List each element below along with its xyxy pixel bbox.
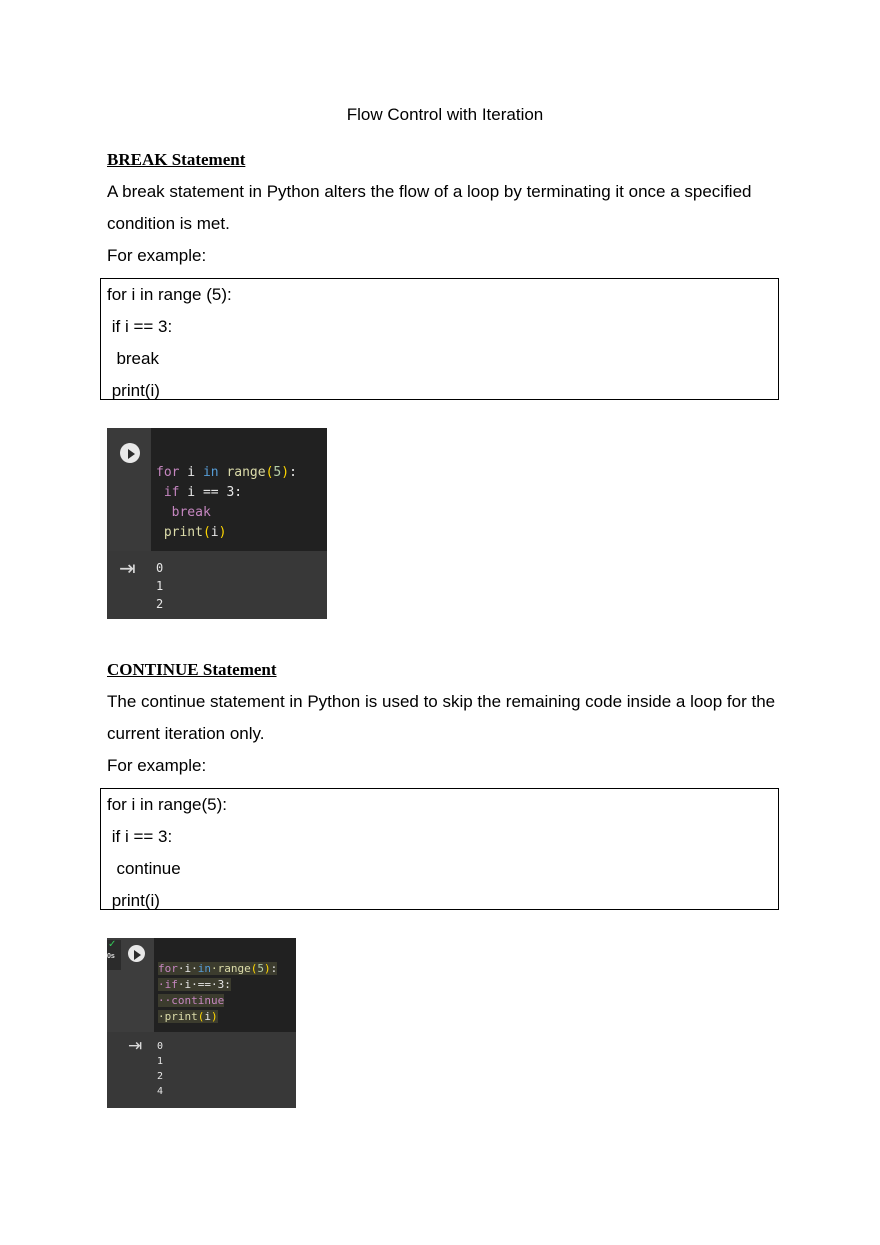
code-token: ) — [218, 525, 227, 540]
code-token: i — [179, 465, 203, 480]
code-token: in — [197, 962, 211, 975]
code-token: if — [156, 485, 180, 500]
break-screenshot — [107, 428, 327, 619]
execution-time: 0s — [107, 953, 115, 960]
continue-screenshot — [107, 938, 296, 1108]
output-line: 0 — [156, 561, 164, 575]
break-description-line2: condition is met. — [107, 214, 230, 233]
output-line: 2 — [157, 1071, 164, 1082]
break-heading: BREAK Statement — [107, 150, 246, 169]
code-line: print(i) — [107, 891, 160, 910]
code-line: if i == 3: — [107, 827, 173, 846]
cell-output — [156, 559, 163, 613]
code-token: i — [204, 1010, 211, 1023]
code-token: 5 — [257, 962, 264, 975]
code-token: : — [270, 962, 278, 975]
output-icon[interactable]: ⇥ — [119, 558, 136, 580]
code-token: ·if — [158, 978, 178, 991]
break-code-box — [100, 278, 779, 400]
output-line: 1 — [157, 1056, 164, 1067]
code-line: for i in range (5): — [107, 285, 232, 304]
code-token: ·range — [211, 962, 251, 975]
run-cell-icon[interactable] — [128, 945, 145, 962]
code-line: if i == 3: — [107, 317, 173, 336]
code-token: for — [156, 465, 180, 480]
code-token: ·i· — [177, 962, 198, 975]
cell-output — [157, 1039, 163, 1099]
output-icon[interactable]: ⇥ — [128, 1036, 143, 1055]
run-cell-icon[interactable] — [120, 443, 140, 463]
code-token: ) — [264, 962, 271, 975]
continue-example-label: For example: — [107, 756, 207, 775]
code-token: i — [210, 525, 219, 540]
code-token: in — [202, 465, 219, 480]
code-line: print(i) — [107, 381, 160, 400]
code-line: continue — [107, 859, 181, 878]
continue-code-box — [100, 788, 779, 910]
success-check-icon: ✓ — [108, 939, 117, 950]
code-token: ( — [197, 1010, 205, 1023]
output-line: 0 — [157, 1041, 164, 1052]
code-token: for — [158, 962, 178, 975]
output-line: 4 — [157, 1086, 164, 1097]
code-token: ( — [202, 525, 211, 540]
code-token: range — [218, 465, 266, 480]
code-token: 5 — [273, 465, 282, 480]
code-token: i == 3: — [179, 485, 243, 500]
code-token: ·i·==·3: — [177, 978, 231, 991]
output-area — [107, 551, 327, 619]
code-token: ) — [281, 465, 290, 480]
code-token: ·print — [158, 1010, 198, 1023]
cell-code — [156, 443, 297, 543]
continue-description-line1: The continue statement in Python is used to skip the remaining code inside a loop for the — [107, 692, 776, 711]
code-token: ) — [211, 1010, 218, 1023]
code-token: : — [289, 465, 297, 480]
code-token: break — [156, 505, 211, 520]
code-token: ( — [265, 465, 274, 480]
page-title: Flow Control with Iteration — [346, 105, 544, 124]
code-token: ··continue — [158, 994, 225, 1007]
output-line: 2 — [156, 597, 164, 611]
code-token: ( — [250, 962, 258, 975]
continue-description-line2: current iteration only. — [107, 724, 265, 743]
code-token: print — [156, 525, 203, 540]
code-line: break — [107, 349, 159, 368]
break-description-line1: A break statement in Python alters the flow of a loop by terminating it once a specified — [107, 182, 752, 201]
continue-heading: CONTINUE Statement — [107, 660, 277, 679]
output-line: 1 — [156, 579, 164, 593]
break-example-label: For example: — [107, 246, 207, 265]
cell-code — [158, 945, 277, 1025]
code-line: for i in range(5): — [107, 795, 227, 814]
